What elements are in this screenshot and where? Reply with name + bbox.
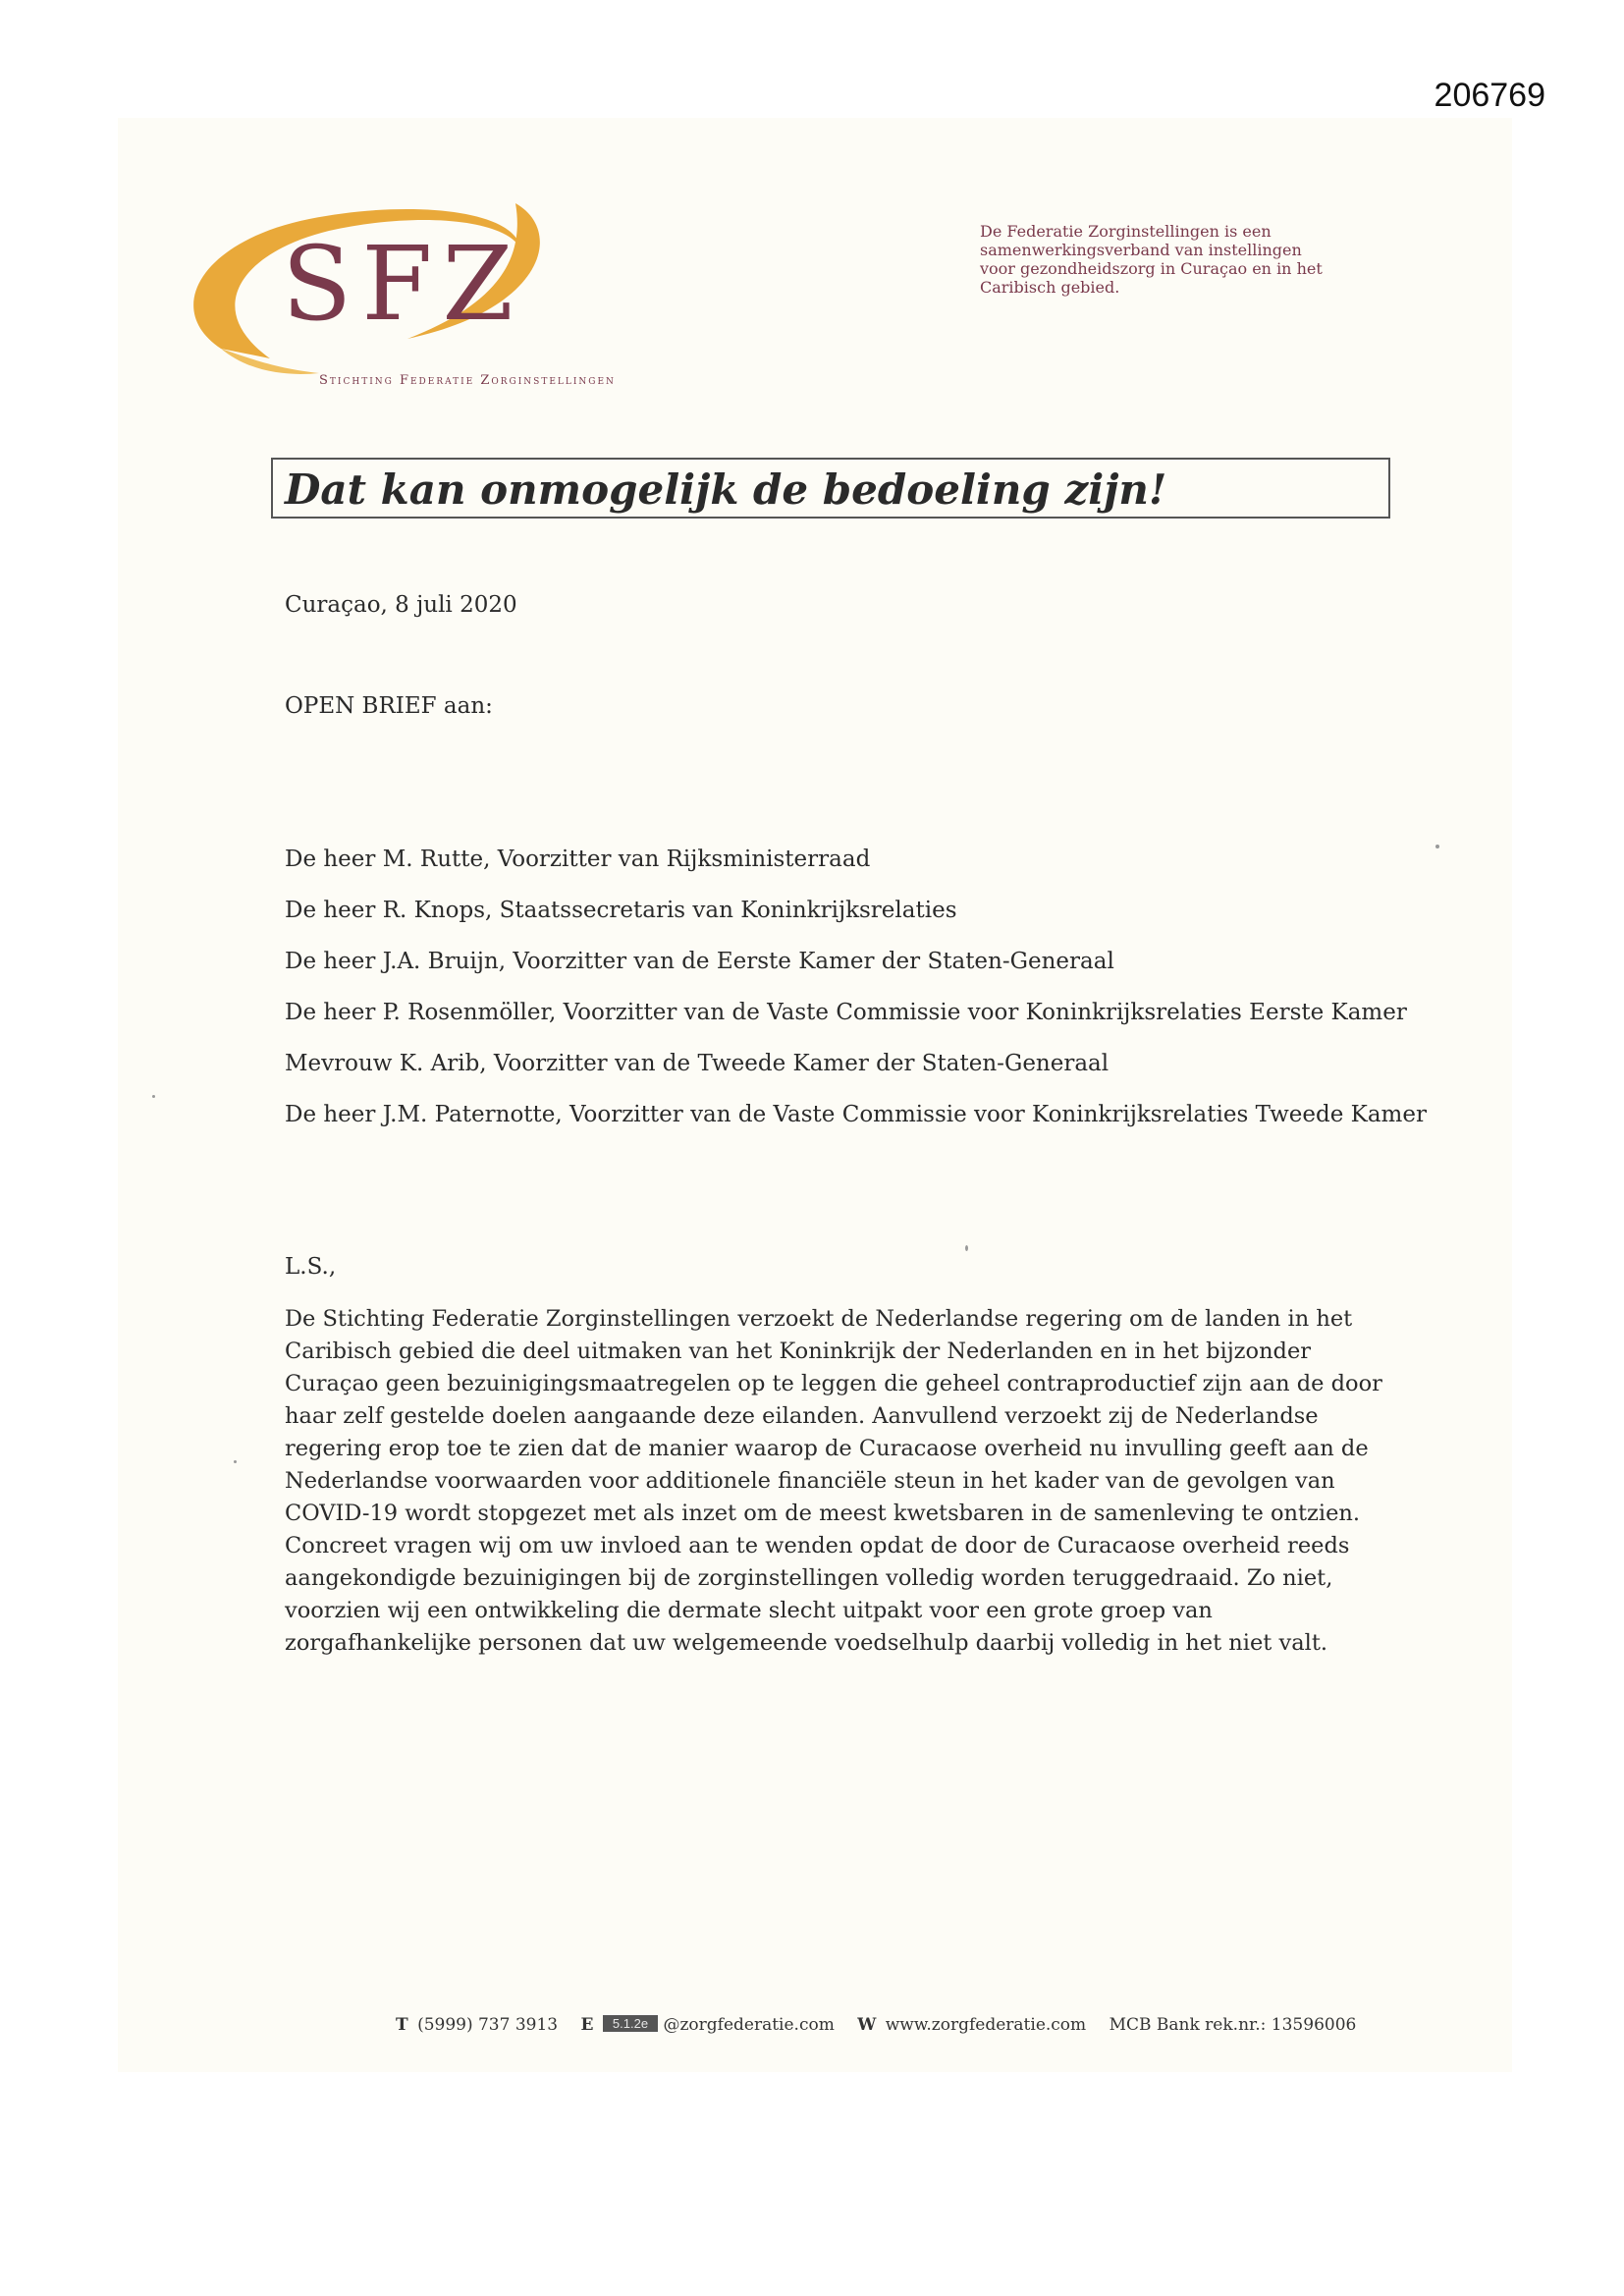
recipient-item: De heer M. Rutte, Voorzitter van Rijksministerraad — [285, 847, 871, 872]
recipient-item: De heer R. Knops, Staatssecretaris van Koninkrijksrelaties — [285, 898, 957, 923]
phone-label: T — [396, 2015, 408, 2035]
intro-text: De Federatie Zorginstellingen is een samenwerkingsverband van instellingen voor gezondheidszorg in Curaçao en in het Caribisch gebied. — [980, 222, 1323, 297]
recipient-list — [285, 845, 1427, 1151]
salutation: L.S., — [285, 1254, 337, 1280]
page-title: Dat kan onmogelijk de bedoeling zijn! — [285, 465, 1167, 514]
logo-letters: SFZ — [282, 224, 523, 344]
phone-number: (5999) 737 3913 — [417, 2015, 559, 2035]
title-box — [271, 458, 1390, 519]
scan-speck — [234, 1460, 237, 1463]
recipient-item: De heer J.A. Bruijn, Voorzitter van de Eerste Kamer der Staten-Generaal — [285, 949, 1114, 974]
date-line: Curaçao, 8 juli 2020 — [285, 592, 517, 618]
recipient-item: De heer P. Rosenmöller, Voorzitter van de Vaste Commissie voor Koninkrijksrelaties Eerste Kamer — [285, 1000, 1407, 1025]
email-label: E — [580, 2015, 594, 2035]
footer — [396, 2015, 1356, 2035]
document-number: 206769 — [1434, 77, 1545, 114]
recipient-item: Mevrouw K. Arib, Voorzitter van de Tweede Kamer der Staten-Generaal — [285, 1051, 1110, 1076]
logo-subtitle: Stichting Federatie Zorginstellingen — [319, 373, 616, 388]
body-paragraph: De Stichting Federatie Zorginstellingen verzoekt de Nederlandse regering om de landen in het Caribisch gebied die deel uitmaken van het Koninkrijk der Nederlanden en in het bijzonder Curaçao geen bezuinigingsmaatregelen op te leggen die geheel contraproductief zijn aan de door haar zelf gestelde doelen aangaande deze eilanden. Aanvullend verzoekt zij de Nederlandse regering erop toe te zien dat de manier waarop de Curacaose overheid nu invulling geeft aan de Nederlandse voorwaarden voor additionele financiële steun in het kader van de gevolgen van COVID-19 wordt stopgezet met als inzet om de meest kwetsbaren in de samenleving te ontzien. Concreet vragen wij om uw invloed aan te wenden opdat de door de Curacaose overheid reeds aangekondigde bezuinigingen bij de zorginstellingen volledig worden teruggedraaid. Zo niet, voorzien wij een ontwikkeling die dermate slecht uitpakt voor een grote groep van zorgafhankelijke personen dat uw welgemeende voedselhulp daarbij volledig in het niet valt. — [285, 1306, 1382, 1656]
redaction-badge: 5.1.2e — [603, 2015, 658, 2032]
bank-account: MCB Bank rek.nr.: 13596006 — [1109, 2015, 1357, 2035]
website: www.zorgfederatie.com — [885, 2015, 1087, 2035]
web-label: W — [857, 2015, 877, 2035]
open-letter-label: OPEN BRIEF aan: — [285, 693, 493, 719]
scan-speck — [965, 1245, 968, 1251]
email-domain: @zorgfederatie.com — [663, 2015, 835, 2035]
recipient-item: De heer J.M. Paternotte, Voorzitter van de Vaste Commissie voor Koninkrijksrelaties Tweede Kamer — [285, 1102, 1427, 1127]
scan-speck — [1435, 845, 1439, 848]
scan-speck — [152, 1095, 155, 1098]
sfz-logo — [182, 201, 692, 398]
